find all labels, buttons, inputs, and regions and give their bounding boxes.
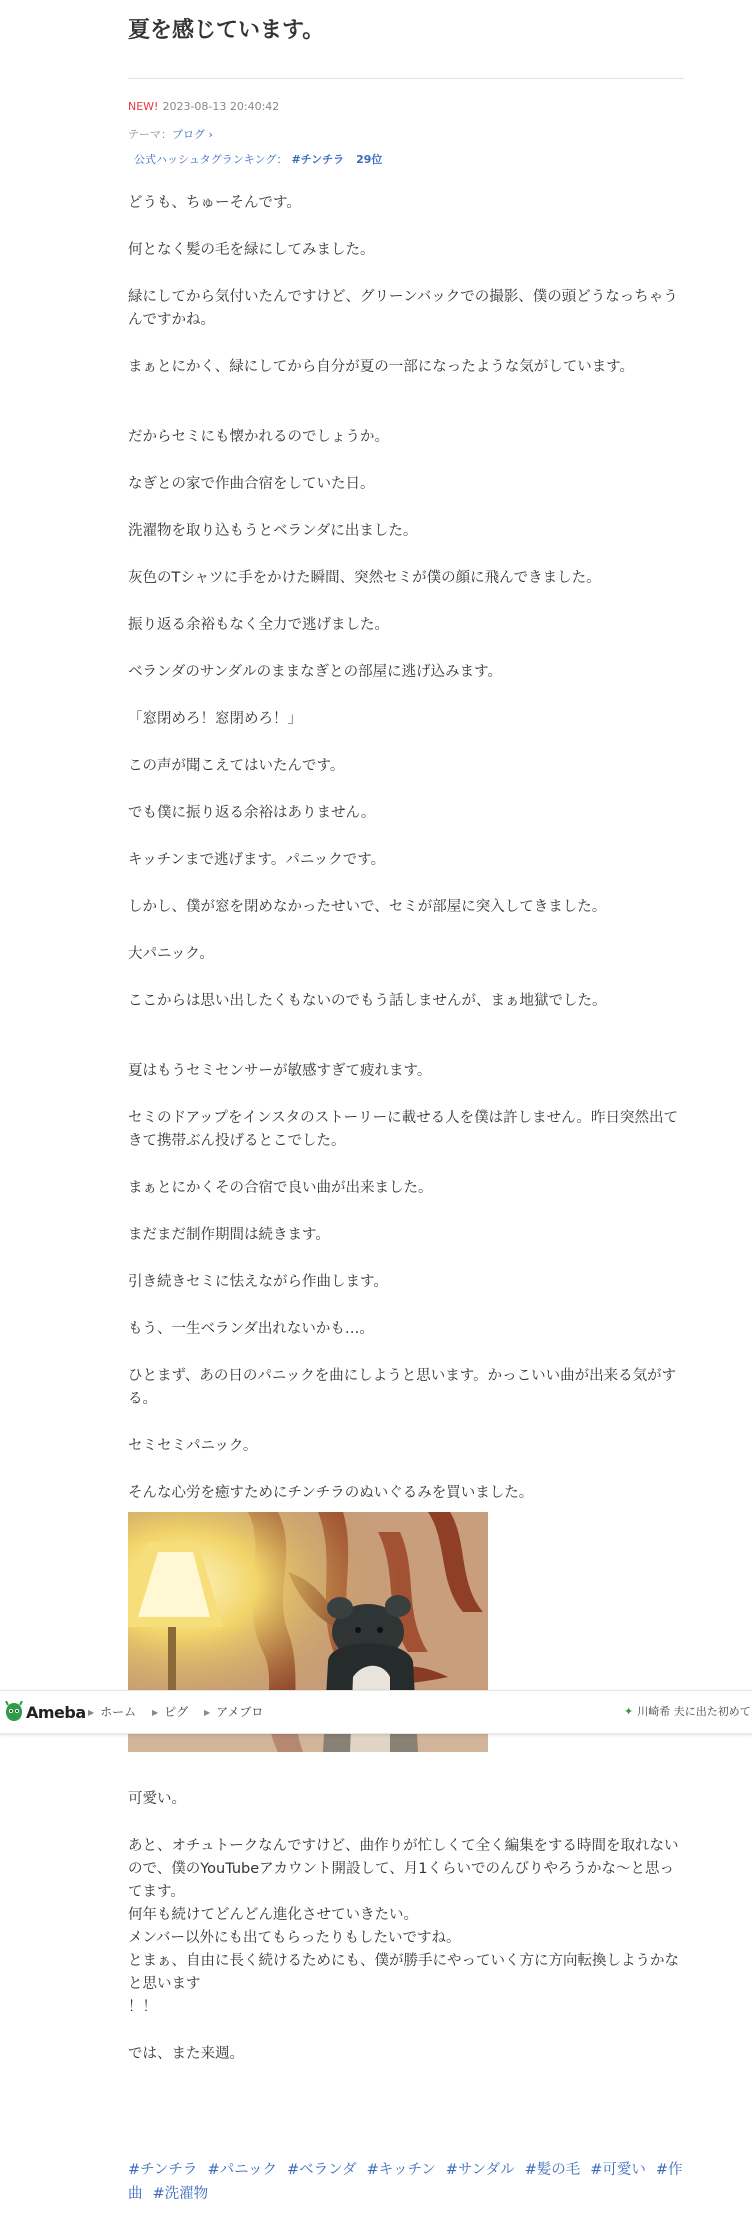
ameba-header-bar: [0, 1690, 752, 1734]
ranking-tag[interactable]: #チンチラ: [291, 153, 345, 166]
hashtag-link[interactable]: #サンダル: [445, 2162, 515, 2178]
body-paragraph: 可愛い。: [128, 1791, 186, 1807]
ameba-logo-text: Ameba: [26, 1702, 86, 1722]
hashtag-link[interactable]: #可愛い: [590, 2162, 646, 2178]
hashtag-link[interactable]: #ベランダ: [287, 2162, 357, 2178]
ameba-mascot-icon: [4, 1701, 24, 1723]
body-paragraph: 何となく髪の毛を緑にしてみました。: [128, 242, 375, 258]
hashtag-link[interactable]: #キッチン: [366, 2162, 436, 2178]
news-ticker[interactable]: [624, 1704, 751, 1720]
article-body-after-photo: [128, 1788, 684, 2066]
article-body: [128, 192, 688, 1552]
body-line: とまぁ、自由に長く続けるためにも、僕が勝手にやっていく方に方向転換しようかなと思います: [128, 1953, 679, 1992]
body-paragraph: セミのドアップをインスタのストーリーに載せる人を僕は許しません。昨日突然出てきて携帯ぶん投げるとこでした。: [128, 1110, 678, 1149]
body-paragraph: 振り返る余裕もなく全力で逃げました。: [128, 617, 389, 633]
body-paragraph: まだまだ制作期間は続きます。: [128, 1227, 330, 1243]
body-paragraph: もう、一生ベランダ出れないかも…。: [128, 1321, 374, 1337]
page-title: 夏を感じています。: [128, 18, 325, 43]
nav-ameblo[interactable]: [204, 1704, 263, 1721]
body-paragraph: そんな心労を癒すためにチンチラのぬいぐるみを買いました。: [128, 1485, 534, 1501]
triangle-right-icon: ▶: [204, 1708, 211, 1717]
body-paragraph: セミセミパニック。: [128, 1438, 258, 1454]
green-leaf-icon: ✦: [624, 1705, 634, 1718]
body-paragraph: ベランダのサンダルのままなぎとの部屋に逃げ込みます。: [128, 664, 502, 680]
hashtag-link[interactable]: #パニック: [207, 2162, 278, 2178]
body-paragraph: 「窓閉めろ！窓閉めろ！」: [128, 711, 302, 727]
ameba-logo[interactable]: [4, 1701, 86, 1723]
body-paragraph: 大パニック。: [128, 946, 214, 962]
nav-pigg[interactable]: [152, 1704, 188, 1721]
entry-datetime: 2023-08-13 20:40:42: [162, 100, 280, 113]
hashtag-link[interactable]: #作曲: [128, 2162, 683, 2202]
ranking-position: 29位: [356, 153, 383, 166]
body-paragraph: 引き続きセミに怯えながら作曲します。: [128, 1274, 388, 1290]
triangle-right-icon: ▶: [152, 1708, 159, 1717]
body-paragraph: ひとまず、あの日のパニックを曲にしようと思います。かっこいい曲が出来る気がする。: [128, 1368, 677, 1407]
body-paragraph: 灰色のTシャツに手をかけた瞬間、突然セミが僕の顔に飛んできました。: [128, 570, 601, 586]
hashtag-link[interactable]: #チンチラ: [128, 2162, 198, 2178]
hashtag-ranking[interactable]: [128, 152, 688, 168]
body-line: メンバー以外にも出てもらったりもしたいですね。: [128, 1930, 461, 1946]
body-paragraph: なぎとの家で作曲合宿をしていた日。: [128, 476, 375, 492]
body-paragraph: 洗濯物を取り込もうとベランダに出ました。: [128, 523, 418, 539]
body-paragraph: まぁとにかく、緑にしてから自分が夏の一部になったような気がしています。: [128, 359, 635, 375]
body-paragraph: ここからは思い出したくもないのでもう話しませんが、まぁ地獄でした。: [128, 993, 607, 1009]
hashtag-link[interactable]: #洗濯物: [152, 2186, 209, 2202]
body-paragraph: では、また来週。: [128, 2046, 244, 2062]
hashtag-list: [128, 2158, 684, 2206]
entry-meta: [128, 99, 688, 115]
theme-label: テーマ：: [128, 128, 172, 141]
new-badge: NEW!: [128, 100, 159, 113]
body-line: あと、オチュトークなんですけど、曲作りが忙しくて全く編集をする時間を取れないので、僕のYouTubeアカウント開設して、月1くらいでのんびりやろうかな～と思ってます。: [128, 1838, 679, 1900]
entry-theme: [128, 127, 688, 143]
news-ticker-text: 川崎希 夫に出た初めて: [637, 1705, 751, 1718]
nav-pigg-label: ピグ: [164, 1705, 189, 1719]
body-paragraph: 夏はもうセミセンサーが敏感すぎて疲れます。: [128, 1063, 432, 1079]
nav-home-label: ホーム: [100, 1705, 137, 1719]
title-divider: [128, 78, 684, 79]
chevron-right-icon: ›: [205, 128, 213, 141]
body-paragraph: しかし、僕が窓を閉めなかったせいで、セミが部屋に突入してきました。: [128, 899, 607, 915]
body-paragraph-block: [128, 1835, 684, 2019]
nav-home[interactable]: [88, 1704, 136, 1721]
body-line: 何年も続けてどんどん進化させていきたい。: [128, 1907, 418, 1923]
triangle-right-icon: ▶: [88, 1708, 95, 1717]
body-paragraph: まぁとにかくその合宿で良い曲が出来ました。: [128, 1180, 433, 1196]
ranking-label: 公式ハッシュタグランキング：: [134, 153, 288, 166]
body-paragraph: この声が聞こえてはいたんです。: [128, 758, 345, 774]
nav-ameblo-label: アメブロ: [216, 1705, 264, 1719]
body-paragraph: だからセミにも懐かれるのでしょうか。: [128, 429, 389, 445]
body-paragraph: キッチンまで逃げます。パニックです。: [128, 852, 386, 868]
body-paragraph: でも僕に振り返る余裕はありません。: [128, 805, 376, 821]
body-line: ！！: [128, 1999, 157, 2015]
hashtag-link[interactable]: #髪の毛: [524, 2162, 581, 2178]
body-paragraph: どうも、ちゅーそんです。: [128, 195, 301, 211]
theme-link[interactable]: ブログ: [172, 128, 205, 141]
body-paragraph: 緑にしてから気付いたんですけど、グリーンバックでの撮影、僕の頭どうなっちゃうんですかね。: [128, 289, 678, 328]
